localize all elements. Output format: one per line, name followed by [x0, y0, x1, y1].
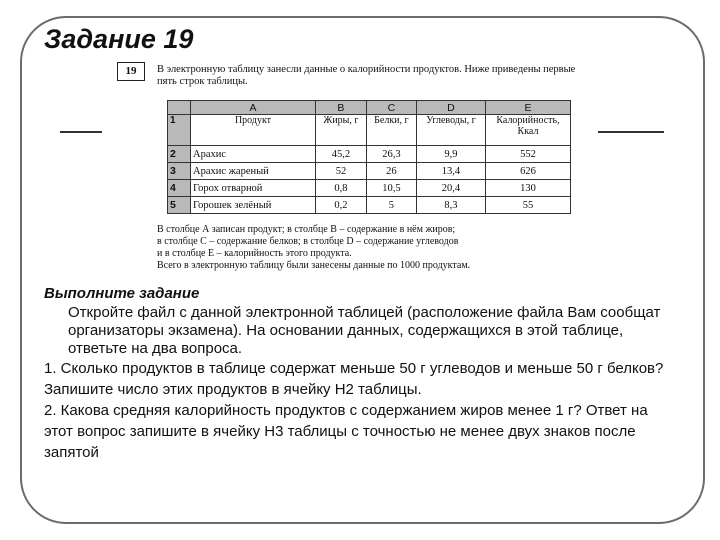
desc-line: В столбце А записан продукт; в столбце В – содержание в нём жиров;	[157, 224, 456, 235]
decorative-line-right	[598, 131, 664, 133]
row-number: 3	[168, 163, 191, 180]
header-cell: Калорийность, Ккал	[486, 115, 571, 146]
task-number: 19	[117, 62, 145, 81]
question-2: 2. Какова средняя калорийность продуктов с содержанием жиров менее 1 г? Ответ на этот вопрос запишите в ячейку H3 таблицы с точностью не менее двух знаков после запятой	[44, 402, 648, 461]
col-letter: C	[366, 101, 416, 115]
question-1: 1. Сколько продуктов в таблице содержат меньше 50 г углеводов и меньше 50 г белков? Запишите число этих продуктов в ячейку H2 таблицы.	[44, 360, 664, 398]
assignment-text	[44, 283, 674, 463]
task-intro: В электронную таблицу занесли данные о калорийности продуктов. Ниже приведены первые пять строк таблицы.	[157, 64, 576, 87]
table-cell: 55	[486, 197, 571, 214]
table-cell: Горошек зелёный	[191, 197, 316, 214]
table-row	[168, 146, 571, 163]
col-letter: A	[191, 101, 316, 115]
table-cell: Горох отварной	[191, 180, 316, 197]
corner-cell	[168, 101, 191, 115]
table-cell: 5	[366, 197, 416, 214]
decorative-line-left	[60, 131, 102, 133]
header-cell: Жиры, г	[316, 115, 367, 146]
table-cell: Арахис	[191, 146, 316, 163]
table-cell: 626	[486, 163, 571, 180]
row-number: 4	[168, 180, 191, 197]
table-row	[168, 197, 571, 214]
column-letters-row	[168, 101, 571, 115]
table-cell: 552	[486, 146, 571, 163]
spreadsheet-table	[167, 100, 571, 214]
desc-line: Всего в электронную таблицу были занесены данные по 1000 продуктам.	[157, 260, 471, 271]
col-letter: B	[316, 101, 367, 115]
table-row	[168, 180, 571, 197]
col-letter: E	[486, 101, 571, 115]
table-cell: 10,5	[366, 180, 416, 197]
table-cell: Арахис жареный	[191, 163, 316, 180]
table-cell: 26,3	[366, 146, 416, 163]
row-number: 1	[168, 115, 191, 146]
header-cell: Углеводы, г	[416, 115, 485, 146]
table-cell: 8,3	[416, 197, 485, 214]
row-number: 5	[168, 197, 191, 214]
table-cell: 26	[366, 163, 416, 180]
table-cell: 0,2	[316, 197, 367, 214]
header-cell: Продукт	[191, 115, 316, 146]
row-number: 2	[168, 146, 191, 163]
table-cell: 130	[486, 180, 571, 197]
table-cell: 20,4	[416, 180, 485, 197]
table-cell: 0,8	[316, 180, 367, 197]
task-description	[157, 224, 577, 272]
slide-title: Задание 19	[44, 24, 194, 54]
table-cell: 9,9	[416, 146, 485, 163]
desc-line: и в столбце Е – калорийность этого продукта.	[157, 248, 352, 259]
header-cell: Белки, г	[366, 115, 416, 146]
header-row	[168, 115, 571, 146]
table-cell: 52	[316, 163, 367, 180]
table-cell: 13,4	[416, 163, 485, 180]
assignment-heading: Выполните задание	[44, 285, 200, 302]
table-cell: 45,2	[316, 146, 367, 163]
table-row	[168, 163, 571, 180]
assignment-intro: Откройте файл с данной электронной таблицей (расположение файла Вам сообщат организаторы экзамена). На основании данных, содержащихся в этой таблице, ответьте на два вопроса.	[68, 304, 661, 357]
col-letter: D	[416, 101, 485, 115]
desc-line: в столбце С – содержание белков; в столбце D – содержание углеводов	[157, 236, 459, 247]
